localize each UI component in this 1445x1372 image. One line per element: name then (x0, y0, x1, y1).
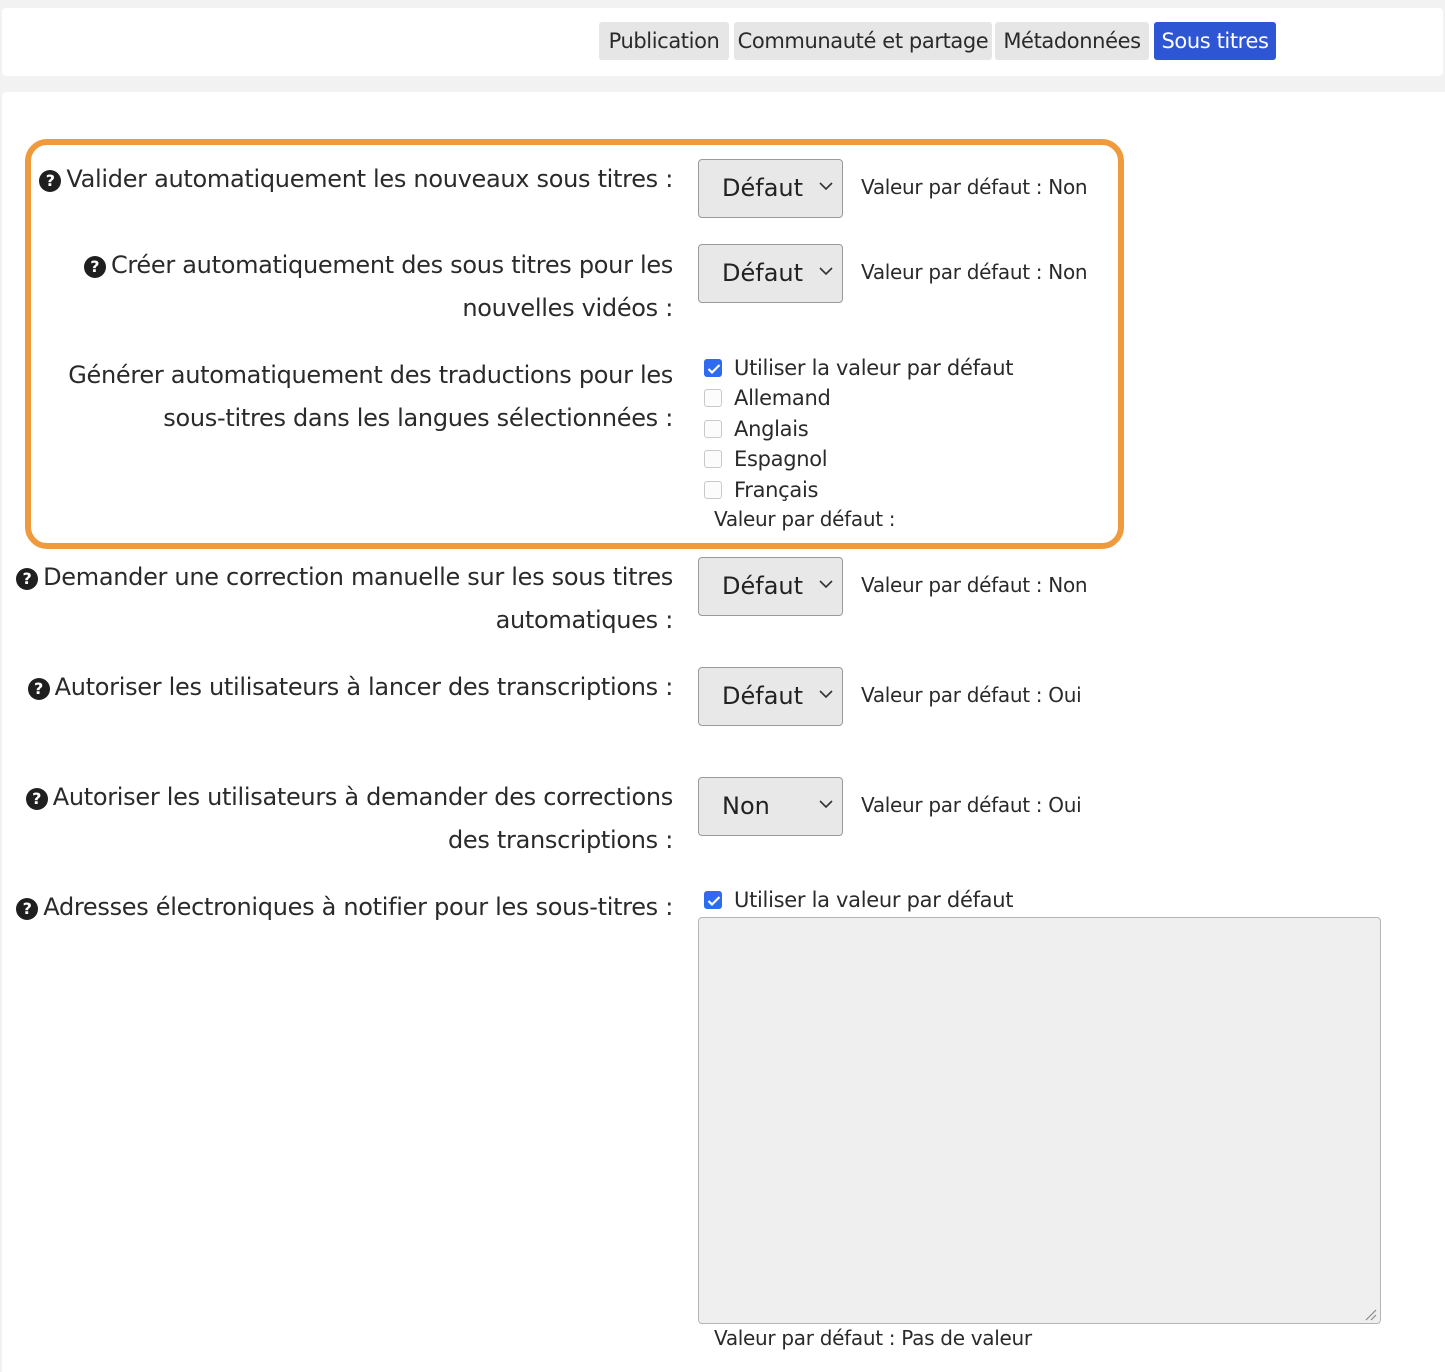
question-circle-icon[interactable]: ? (16, 898, 38, 920)
language-label: Espagnol (734, 447, 828, 471)
manual-correction-select[interactable] (698, 557, 843, 616)
allow-transcriptions-select[interactable] (698, 667, 843, 726)
allow-corrections-label: ? Autoriser les utilisateurs à demander des corrections des transcriptions : (13, 776, 673, 862)
language-checkbox-allemand[interactable] (704, 389, 722, 407)
manual-correction-label: ? Demander une correction manuelle sur les sous titres automatiques : (13, 556, 673, 642)
chevron-down-icon (818, 265, 834, 277)
select-value: Défaut (722, 682, 804, 710)
language-checkbox-anglais[interactable] (704, 420, 722, 438)
tab-communaute-partage[interactable]: Communauté et partage (734, 22, 992, 60)
tab-publication[interactable]: Publication (599, 22, 729, 60)
question-circle-icon[interactable]: ? (26, 788, 48, 810)
language-label: Anglais (734, 417, 809, 441)
language-label: Allemand (734, 386, 831, 410)
allow-transcriptions-default: Valeur par défaut : Oui (861, 683, 1082, 707)
chevron-down-icon (818, 688, 834, 700)
check-icon (707, 895, 721, 907)
auto-translate-label: Générer automatiquement des traductions pour les sous-titres dans les langues sélectionnées : (68, 361, 673, 432)
question-circle-icon[interactable]: ? (16, 568, 38, 590)
notify-emails-textarea[interactable] (698, 917, 1381, 1324)
select-value: Défaut (722, 572, 804, 600)
allow-corrections-default: Valeur par défaut : Oui (861, 793, 1082, 817)
tab-sous-titres[interactable]: Sous titres (1154, 22, 1276, 60)
tab-metadonnees[interactable]: Métadonnées (995, 22, 1149, 60)
language-label: Français (734, 478, 819, 502)
question-circle-icon[interactable]: ? (39, 170, 61, 192)
manual-correction-default: Valeur par défaut : Non (861, 573, 1088, 597)
chevron-down-icon (818, 798, 834, 810)
question-circle-icon[interactable]: ? (84, 256, 106, 278)
select-value: Non (722, 792, 770, 820)
auto-validate-default: Valeur par défaut : Non (861, 175, 1088, 199)
chevron-down-icon (818, 180, 834, 192)
auto-validate-select[interactable] (698, 159, 843, 218)
translate-use-default-label: Utiliser la valeur par défaut (734, 356, 1014, 380)
check-icon (707, 363, 721, 375)
notify-use-default-checkbox[interactable] (704, 891, 722, 909)
auto-create-default: Valeur par défaut : Non (861, 260, 1088, 284)
auto-validate-label: ? Valider automatiquement les nouveaux sous titres : (13, 158, 673, 201)
notify-emails-default: Valeur par défaut : Pas de valeur (714, 1326, 1032, 1350)
notify-emails-label: ? Adresses électroniques à notifier pour les sous-titres : (13, 886, 673, 929)
select-value: Défaut (722, 259, 804, 287)
allow-corrections-select[interactable] (698, 777, 843, 836)
auto-translate-default: Valeur par défaut : (714, 507, 896, 531)
language-checkbox-francais[interactable] (704, 481, 722, 499)
auto-create-label: ? Créer automatiquement des sous titres pour les nouvelles vidéos : (13, 244, 673, 330)
notify-use-default-label: Utiliser la valeur par défaut (734, 888, 1014, 912)
translate-use-default-checkbox[interactable] (704, 359, 722, 377)
allow-transcriptions-label: ? Autoriser les utilisateurs à lancer des transcriptions : (13, 666, 673, 709)
tab-bar (2, 8, 1443, 76)
chevron-down-icon (818, 578, 834, 590)
resize-handle-icon[interactable] (1363, 1307, 1377, 1321)
auto-create-select[interactable] (698, 244, 843, 303)
language-checkbox-espagnol[interactable] (704, 450, 722, 468)
question-circle-icon[interactable]: ? (28, 678, 50, 700)
select-value: Défaut (722, 174, 804, 202)
